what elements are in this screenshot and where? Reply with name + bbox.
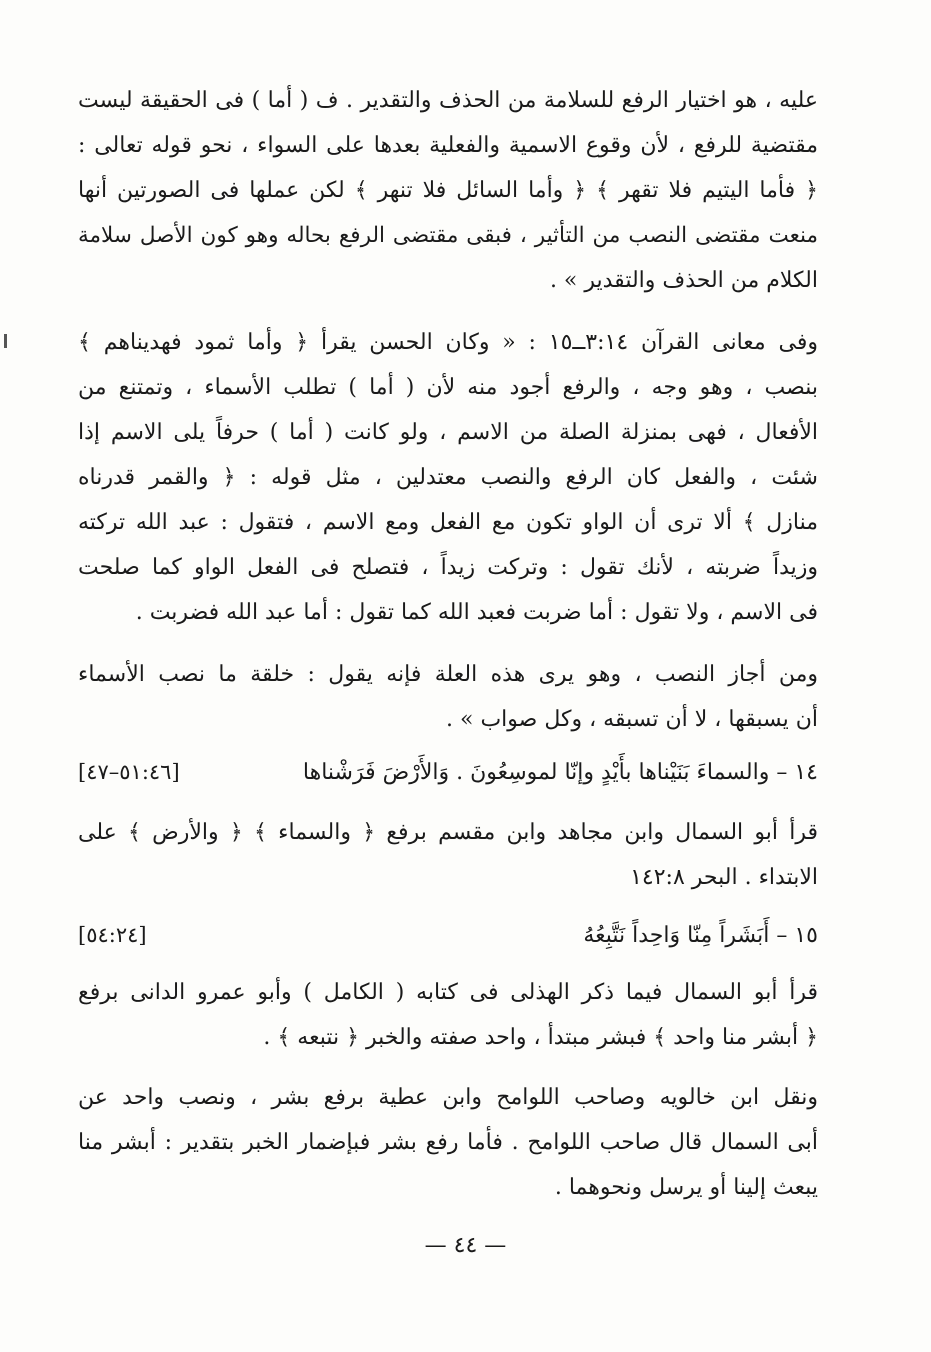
paragraph-4 — [78, 810, 818, 900]
text-line: ﴿ أبشر منا واحد ﴾ فبشر مبتدأ ، واحد صفته والخبر ﴿ نتبعه ﴾ . — [263, 1025, 818, 1050]
paragraph-3 — [78, 652, 818, 742]
paragraph-2 — [78, 320, 818, 635]
text-line: قرأ أبو السمال وابن مجاهد وابن مقسم برفع ﴿ والسماء ﴾ ﴿ والأرض ﴾ على — [78, 820, 818, 845]
verse-reference: [٥١:٤٦–٤٧] — [78, 760, 180, 784]
text-line: ﴿ فأما اليتيم فلا تقهر ﴾ ﴿ وأما السائل فلا تنهر ﴾ لكن عملها فى الصورتين أنها — [78, 178, 818, 203]
paragraph-1 — [78, 78, 818, 303]
text-line: منازل ﴾ ألا ترى أن الواو تكون مع الفعل ومع الاسم ، فتقول : عبد الله تركته — [78, 510, 818, 535]
verse-text: ١٥ – أَبَشَراً مِنّا وَاحِداً نَتَّبِعُهُ — [583, 923, 818, 948]
text-line: يبعث إلينا أو يرسل ونحوهما . — [554, 1175, 818, 1200]
paragraph-5 — [78, 970, 818, 1060]
paragraph-6 — [78, 1075, 818, 1210]
text-line: قرأ أبو السمال فيما ذكر الهذلى فى كتابه ( الكامل ) وأبو عمرو الدانى برفع — [78, 980, 818, 1005]
text-line: أبى السمال قال صاحب اللوامح . فأما رفع بشر فبإضمار الخبر بتقدير : أبشر منا — [78, 1130, 818, 1155]
text-line: ومن أجاز النصب ، وهو يرى هذه العلة فإنه يقول : خلقة ما نصب الأسماء — [78, 662, 818, 687]
verse-14 — [78, 750, 818, 795]
text-line: عليه ، هو اختيار الرفع للسلامة من الحذف والتقدير . ف ( أما ) فى الحقيقة ليست — [78, 88, 818, 113]
text-line: أن يسبقها ، لا أن تسبقه ، وكل صواب » . — [446, 707, 818, 732]
text-line: وزيداً ضربته ، لأنك تقول : وتركت زيداً ، فتصلح فى الفعل الواو كما صلحت — [78, 555, 818, 580]
text-line: شئت ، والفعل كان الرفع والنصب معتدلين ، مثل قوله : ﴿ والقمر قدرناه — [78, 465, 818, 490]
text-line: منعت مقتضى النصب من التأثير ، فبقى مقتضى الرفع بحاله وهو كون الأصل سلامة — [78, 223, 818, 248]
margin-mark — [4, 334, 7, 348]
verse-15 — [78, 913, 818, 958]
text-line: مقتضية للرفع ، لأن وقوع الاسمية والفعلية بعدها على السواء ، نحو قوله تعالى : — [78, 133, 818, 158]
text-line: بنصب ، وهو وجه ، والرفع أجود منه لأن ( أما ) تطلب الأسماء ، وتمتنع من — [78, 375, 818, 400]
verse-reference: [٥٤:٢٤] — [78, 923, 147, 947]
text-line: الأفعال ، فهى بمنزلة الصلة من الاسم ، ولو كانت ( أما ) حرفاً يلى الاسم إذا — [78, 420, 818, 445]
text-line: ونقل ابن خالويه وصاحب اللوامح وابن عطية برفع بشر ، ونصب واحد عن — [78, 1085, 818, 1110]
page-number: — ٤٤ — — [424, 1233, 507, 1258]
text-line: وفى معانى القرآن ٣:١٤ــ١٥ : « وكان الحسن يقرأ ﴿ وأما ثمود فهديناهم ﴾ — [78, 330, 818, 355]
verse-text: ١٤ – والسماءَ بَنَيْناها بأَيْدٍ وإنّا لموسِعُونَ . وَالأَرْضَ فَرَشْناها — [302, 760, 818, 785]
text-line: الكلام من الحذف والتقدير » . — [549, 268, 818, 293]
text-line: الابتداء . البحر ١٤٢:٨ — [630, 865, 818, 890]
text-line: فى الاسم ، ولا تقول : أما ضربت فعبد الله كما تقول : أما عبد الله فضربت . — [135, 600, 818, 625]
